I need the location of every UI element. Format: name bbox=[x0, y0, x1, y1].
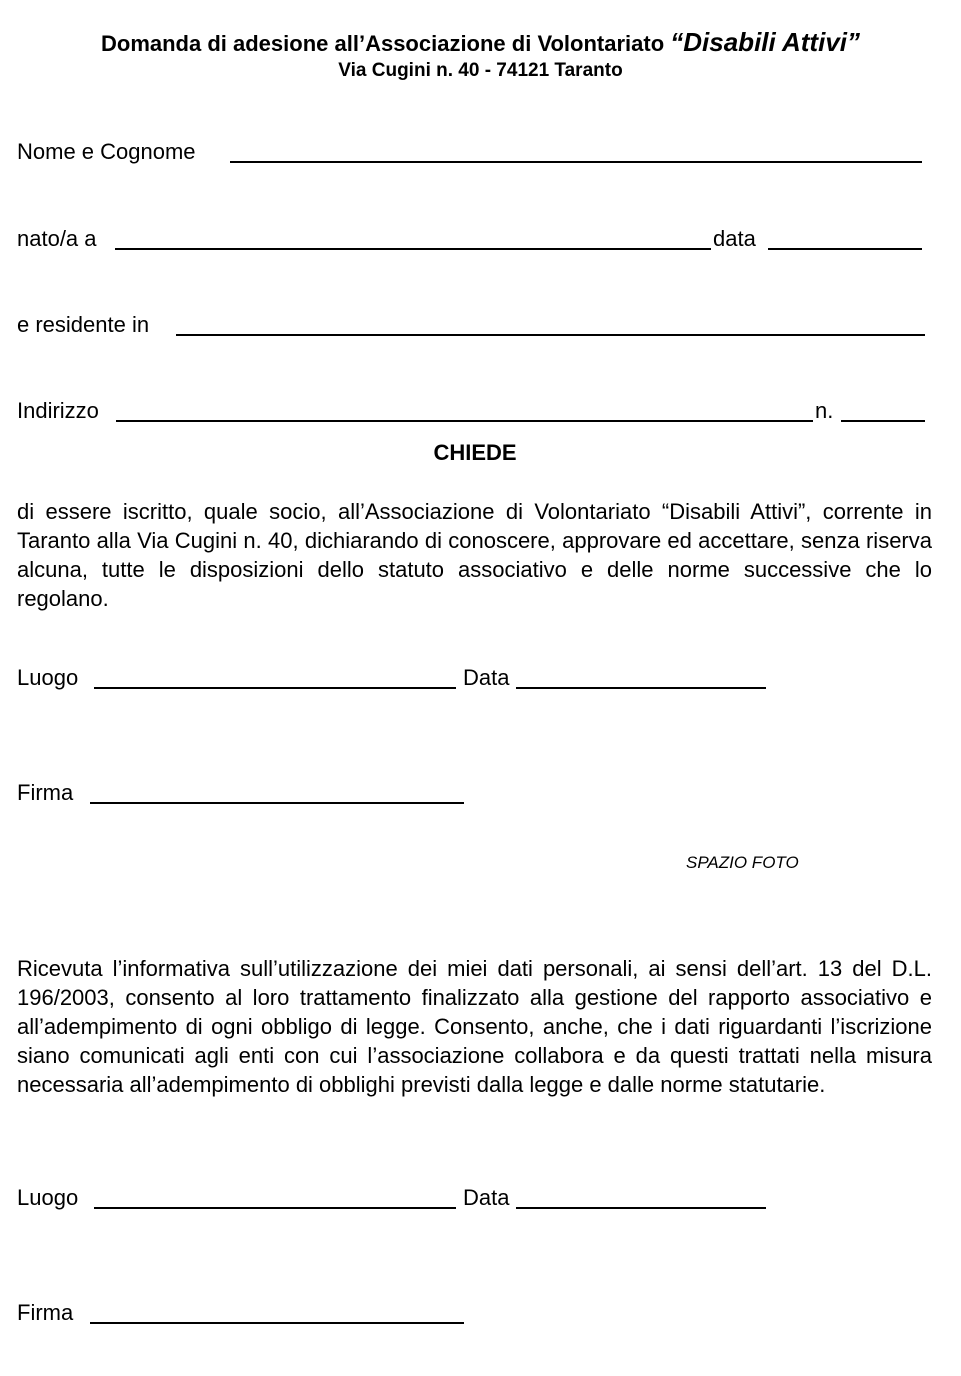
association-name: “Disabili Attivi” bbox=[670, 27, 860, 57]
label-residente-in: e residente in bbox=[17, 312, 150, 337]
label-numero: n. bbox=[815, 398, 834, 423]
label-firma-2: Firma bbox=[17, 1300, 74, 1325]
field-data-nascita[interactable] bbox=[768, 248, 922, 250]
label-nome-cognome: Nome e Cognome bbox=[17, 139, 196, 164]
photo-space-label: SPAZIO FOTO bbox=[686, 853, 799, 872]
document-title bbox=[0, 27, 961, 58]
label-firma-1: Firma bbox=[17, 780, 74, 805]
field-indirizzo[interactable] bbox=[116, 420, 813, 422]
field-data-1[interactable] bbox=[516, 687, 766, 689]
field-nato-a[interactable] bbox=[115, 248, 711, 250]
label-indirizzo: Indirizzo bbox=[17, 398, 99, 423]
request-paragraph: di essere iscritto, quale socio, all’Associazione di Volontariato “Disabili Attivi”, corrente in Taranto alla Via Cugini n. 40, dichiarando di conoscere, approvare ed accettare, senza riserva alcuna, tutte le disposizioni dello statuto associativo e delle norme successive che lo regolano. bbox=[17, 499, 932, 611]
field-data-2[interactable] bbox=[516, 1207, 766, 1209]
field-firma-2[interactable] bbox=[90, 1322, 464, 1324]
label-luogo-1: Luogo bbox=[17, 665, 79, 690]
field-luogo-2[interactable] bbox=[94, 1207, 456, 1209]
privacy-paragraph: Ricevuta l’informativa sull’utilizzazione dei miei dati personali, ai sensi dell’art. 13 del D.L. 196/2003, consento al loro trattamento finalizzato alla gestione del rapporto associativo e all’adempimento di ogni obbligo di legge. Consento, anche, che i dati riguardanti l’iscrizione siano comunicati agli enti con cui l’associazione collabora e da questi trattati nella misura necessaria all’adempimento di obblighi previsti dalla legge e dalle norme statutarie. bbox=[17, 956, 932, 1097]
association-address: Via Cugini n. 40 - 74121 Taranto bbox=[338, 60, 623, 81]
field-firma-1[interactable] bbox=[90, 802, 464, 804]
field-luogo-1[interactable] bbox=[94, 687, 456, 689]
title-prefix: Domanda di adesione all’Associazione di Volontariato bbox=[101, 31, 671, 56]
chiede-heading: CHIEDE bbox=[433, 440, 517, 465]
field-numero[interactable] bbox=[841, 420, 925, 422]
label-data-2: Data bbox=[463, 1185, 510, 1210]
field-residente-in[interactable] bbox=[176, 334, 925, 336]
label-nato-a: nato/a a bbox=[17, 226, 97, 251]
label-luogo-2: Luogo bbox=[17, 1185, 79, 1210]
label-data-1: Data bbox=[463, 665, 510, 690]
label-data-nascita: data bbox=[713, 226, 756, 251]
field-nome-cognome[interactable] bbox=[230, 161, 922, 163]
